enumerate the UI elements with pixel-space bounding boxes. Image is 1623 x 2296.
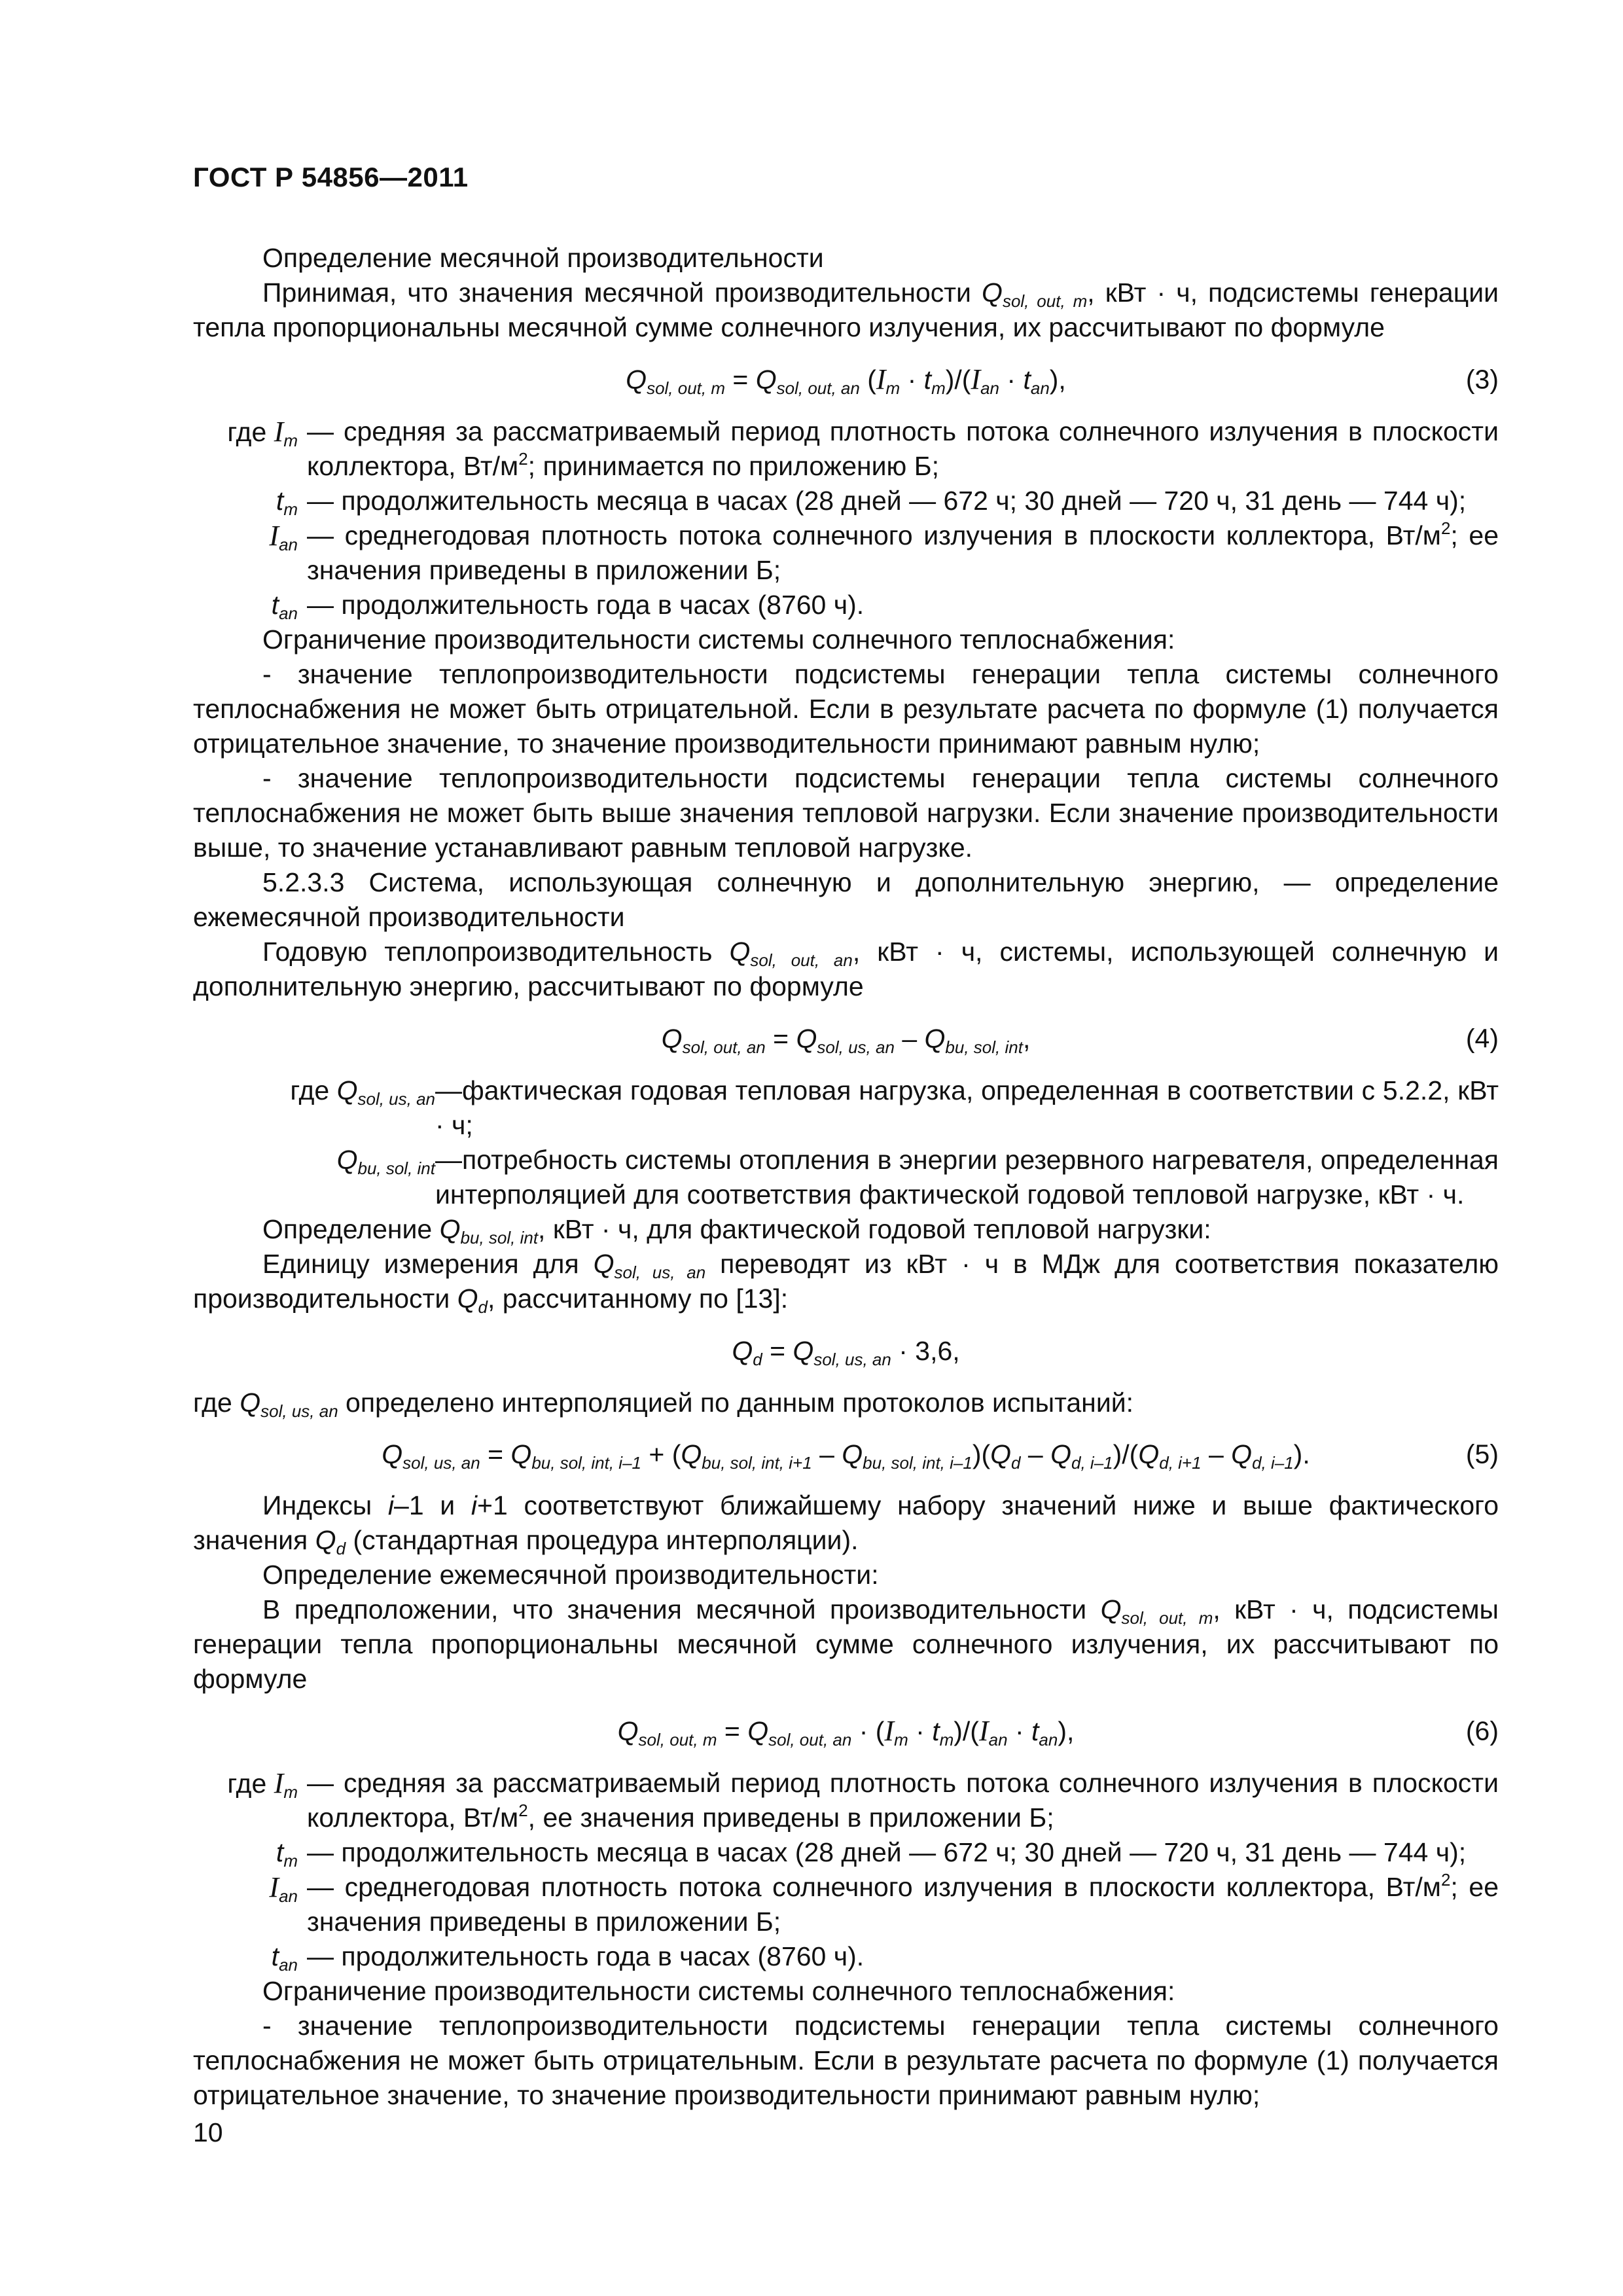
- definition-item: $Q_{bu, sol, int}$ —потребность системы отопления в энергии резервного нагревателя, определенная интерполяцией для соответствия фактической годовой тепловой нагрузке, кВт · ч.: [336, 1145, 1499, 1210]
- formula-expression: $Q_d = Q_{sol, us, an} \cdot 3,6$,: [732, 1335, 960, 1369]
- section-heading: Определение месячной производительности: [262, 243, 824, 273]
- formula-5: [193, 1420, 1499, 1488]
- paragraph: Индексы i–1 и i+1 соответствуют ближайшему набору значений ниже и выше фактического значения $Q_d$ (стандартная процедура интерполяции).: [193, 1490, 1499, 1558]
- definition-item: $t_{an}$ — продолжительность года в часах (8760 ч).: [271, 1941, 865, 1975]
- paragraph: Годовую теплопроизводительность $Q_{sol, out, an}$, кВт · ч, системы, использующей солнечную и дополнительную энергию, рассчитывают по формуле: [193, 937, 1499, 1001]
- formula-number: (4): [1465, 1023, 1499, 1054]
- definition-item: где $I_m$ — средняя за рассматриваемый период плотность потока солнечного излучения в плоскости коллектора, $Вт/м^2$, ее значения приведены в приложении Б;: [227, 1767, 1499, 1833]
- formula-expression: $Q_{sol, out, m} = Q_{sol, out, an}$ $(I_m \cdot t_m)/(I_{an} \cdot t_{an})$,: [626, 363, 1066, 398]
- formula-expression: $Q_{sol, us, an} = Q_{bu, sol, int, i-1} + (Q_{bu, sol, int, i+1} - Q_{bu, sol, int, i-1})(Q_d - Q_{d, i-1})/(Q_{d, i+1} - Q_{d, i-1})$.: [382, 1439, 1310, 1473]
- definition-item: $I_{an}$ — среднегодовая плотность потока солнечного излучения в плоскости коллектора, $Вт/м^2$; ее значения приведены в приложении Б;: [269, 1870, 1499, 1937]
- definition-item: $t_{an}$ — продолжительность года в часах (8760 ч).: [271, 590, 865, 623]
- definition-item: $I_{an}$ — среднегодовая плотность потока солнечного излучения в плоскости коллектора, $Вт/м^2$; ее значения приведены в приложении Б;: [269, 518, 1499, 585]
- formula-number: (6): [1465, 1715, 1499, 1746]
- paragraph: Единицу измерения для $Q_{sol, us, an}$ переводят из кВт · ч в МДж для соответствия показателю производительности $Q_d$, рассчитанному по [13]:: [193, 1249, 1499, 1317]
- formula-4: [193, 1004, 1499, 1073]
- paragraph: Принимая, что значения месячной производительности $Q_{sol, out, m}$, кВт · ч, подсистемы генерации тепла пропорциональны месячной сумме солнечного излучения, их рассчитывают по формуле: [193, 278, 1499, 342]
- page-number: 10: [193, 2117, 223, 2147]
- formula-number: (5): [1465, 1439, 1499, 1469]
- paragraph: В предположении, что значения месячной производительности $Q_{sol, out, m}$, кВт · ч, подсистемы генерации тепла пропорциональны месячной сумме солнечного излучения, их рассчитывают по формуле: [193, 1594, 1499, 1694]
- document-body: [193, 241, 1499, 2113]
- formula-expression: $Q_{sol, out, an} = Q_{sol, us, an} - Q_{bu, sol, int}$,: [661, 1023, 1031, 1057]
- document-header: ГОСТ Р 54856—2011: [193, 162, 469, 192]
- list-item: - значение теплопроизводительности подсистемы генерации тепла системы солнечного теплоснабжения не может быть отрицательным. Если в результате расчета по формуле (1) получается отрицательное значение, то значение производительности принимают равным нулю;: [193, 2011, 1499, 2110]
- formula-3: [193, 345, 1499, 414]
- paragraph: Определение $Q_{bu, sol, int}$, кВт · ч, для фактической годовой тепловой нагрузки:: [262, 1214, 1211, 1247]
- paragraph: Ограничение производительности системы солнечного теплоснабжения:: [262, 1976, 1175, 2006]
- definition-item: где $I_m$ — средняя за рассматриваемый период плотность потока солнечного излучения в плоскости коллектора, $Вт/м^2$; принимается по приложению Б;: [227, 416, 1499, 481]
- list-item: - значение теплопроизводительности подсистемы генерации тепла системы солнечного теплоснабжения не может быть выше значения тепловой нагрузки. Если значение производительности выше, то значение устанавливают равным тепловой нагрузке.: [193, 763, 1499, 863]
- formula-qd: [193, 1316, 1499, 1386]
- section-heading: Определение ежемесячной производительности:: [262, 1560, 879, 1590]
- list-item: - значение теплопроизводительности подсистемы генерации тепла системы солнечного теплоснабжения не может быть отрицательной. Если в результате расчета по формуле (1) получается отрицательное значение, то значение производительности принимают равным нулю;: [193, 659, 1499, 759]
- formula-number: (3): [1465, 364, 1499, 395]
- definition-item: $t_m$ — продолжительность месяца в часах (28 дней — 672 ч; 30 дней — 720 ч, 31 день — 744 ч);: [276, 1837, 1467, 1871]
- definition-item: $t_m$ — продолжительность месяца в часах (28 дней — 672 ч; 30 дней — 720 ч, 31 день — 744 ч);: [276, 486, 1467, 519]
- paragraph: Ограничение производительности системы солнечного теплоснабжения:: [262, 624, 1175, 655]
- formula-6: [193, 1696, 1499, 1766]
- formula-expression: $Q_{sol, out, m} = Q_{sol, out, an} \cdot (I_m \cdot t_m)/(I_{an} \cdot t_{an})$,: [617, 1715, 1075, 1749]
- section-heading: 5.2.3.3 Система, использующая солнечную и дополнительную энергию, — определение ежемесячной производительности: [193, 867, 1499, 932]
- paragraph: где $Q_{sol, us, an}$ определено интерполяцией по данным протоколов испытаний:: [193, 1388, 1134, 1421]
- definition-item: где $Q_{sol, us, an}$ —фактическая годовая тепловая нагрузка, определенная в соответствии с 5.2.2, кВт · ч;: [290, 1075, 1499, 1140]
